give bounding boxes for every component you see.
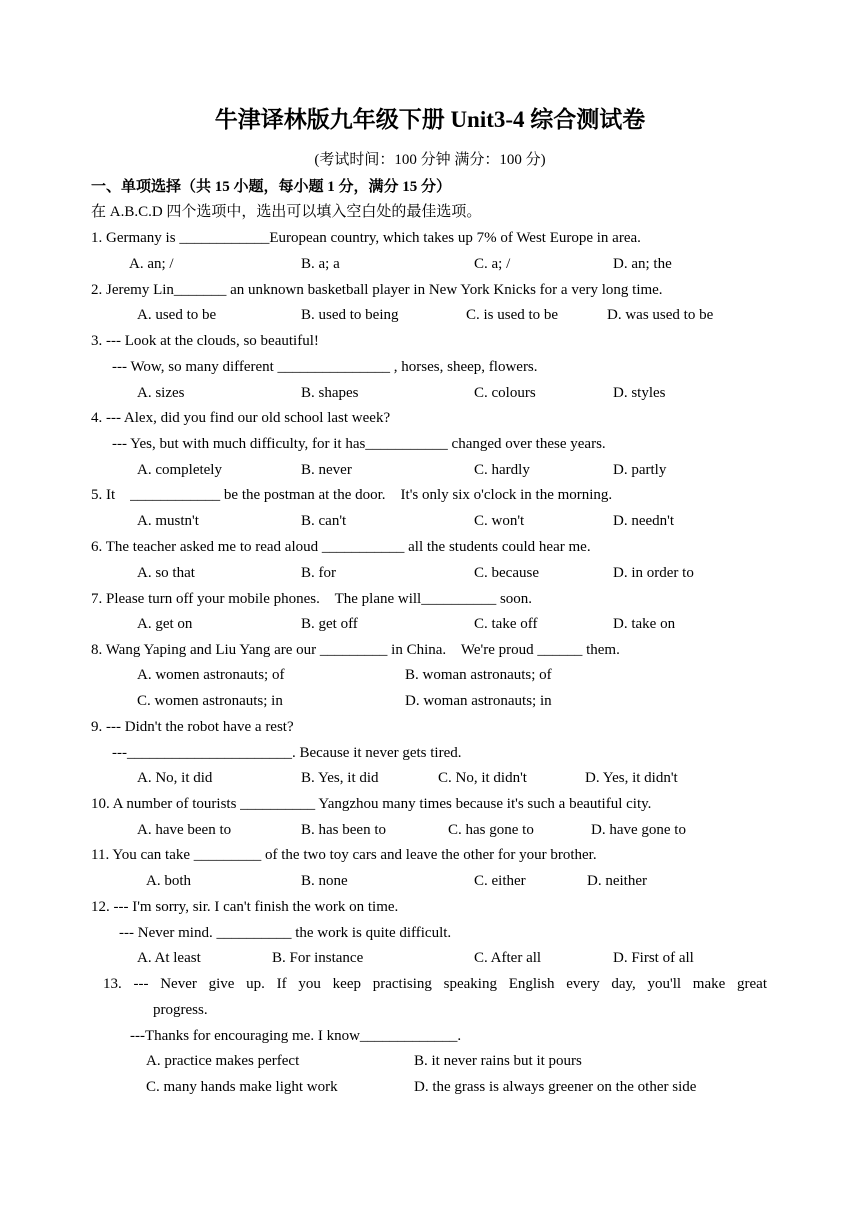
question-2-stem: 2. Jeremy Lin_______ an unknown basketball player in New York Knicks for a very long time. xyxy=(91,282,663,298)
question-6-option-c: C. because xyxy=(474,565,539,581)
question-1-option-b: B. a; a xyxy=(301,256,340,272)
question-3-stem: 3. --- Look at the clouds, so beautiful! xyxy=(91,333,319,349)
question-13-stem-reply: ---Thanks for encouraging me. I know_____________. xyxy=(130,1028,462,1044)
question-9-stem-reply: ---______________________. Because it never gets tired. xyxy=(112,745,462,761)
question-9-option-b: B. Yes, it did xyxy=(301,770,379,786)
question-7-option-b: B. get off xyxy=(301,616,358,632)
question-11-option-a: A. both xyxy=(146,873,191,889)
question-1-option-d: D. an; the xyxy=(613,256,672,272)
question-5-stem: 5. It ____________ be the postman at the door. It's only six o'clock in the morning. xyxy=(91,487,613,503)
question-7-option-d: D. take on xyxy=(613,616,676,632)
question-6-option-d: D. in order to xyxy=(613,565,694,581)
question-5-option-a: A. mustn't xyxy=(137,513,199,529)
question-10-stem: 10. A number of tourists __________ Yangzhou many times because it's such a beautiful city. xyxy=(91,796,652,812)
question-12-stem-reply: --- Never mind. __________ the work is quite difficult. xyxy=(119,925,452,941)
question-1-option-a: A. an; / xyxy=(129,256,174,272)
question-7-option-c: C. take off xyxy=(474,616,538,632)
question-9-option-c: C. No, it didn't xyxy=(438,770,527,786)
question-4-stem: 4. --- Alex, did you find our old school last week? xyxy=(91,410,391,426)
question-1-stem: 1. Germany is ____________European country, which takes up 7% of West Europe in area. xyxy=(91,230,641,246)
question-11-option-b: B. none xyxy=(301,873,348,889)
question-5-option-c: C. won't xyxy=(474,513,525,529)
question-13-stem-continued: progress. xyxy=(153,1002,208,1018)
question-8-option-d: D. woman astronauts; in xyxy=(405,693,552,709)
question-3-option-d: D. styles xyxy=(613,385,666,401)
question-3-option-b: B. shapes xyxy=(301,385,359,401)
question-2-option-b: B. used to being xyxy=(301,307,399,323)
question-7-option-a: A. get on xyxy=(137,616,193,632)
question-5-option-b: B. can't xyxy=(301,513,347,529)
question-5-option-d: D. needn't xyxy=(613,513,675,529)
exam-info: (考试时间：100 分钟 满分：100 分) xyxy=(314,152,546,168)
question-13-option-d: D. the grass is always greener on the other side xyxy=(414,1079,697,1095)
question-9-stem: 9. --- Didn't the robot have a rest? xyxy=(91,719,294,735)
question-3-option-a: A. sizes xyxy=(137,385,185,401)
question-2-option-a: A. used to be xyxy=(137,307,217,323)
question-8-option-c: C. women astronauts; in xyxy=(137,693,283,709)
question-4-option-b: B. never xyxy=(301,462,352,478)
page-title: 牛津译林版九年级下册 Unit3-4 综合测试卷 xyxy=(214,107,646,132)
question-11-option-c: C. either xyxy=(474,873,526,889)
question-2-option-d: D. was used to be xyxy=(607,307,714,323)
question-12-option-d: D. First of all xyxy=(613,950,694,966)
question-8-stem: 8. Wang Yaping and Liu Yang are our _________ in China. We're proud ______ them. xyxy=(91,642,620,658)
question-8-option-b: B. woman astronauts; of xyxy=(405,667,552,683)
question-13-option-b: B. it never rains but it pours xyxy=(414,1053,582,1069)
question-6-option-b: B. for xyxy=(301,565,336,581)
question-13-stem: 13. --- Never give up. If you keep practising speaking English every day, you'll make great xyxy=(103,976,767,992)
question-3-option-c: C. colours xyxy=(474,385,536,401)
question-4-option-c: C. hardly xyxy=(474,462,530,478)
question-4-option-d: D. partly xyxy=(613,462,667,478)
question-9-option-a: A. No, it did xyxy=(137,770,213,786)
question-7-stem: 7. Please turn off your mobile phones. The plane will__________ soon. xyxy=(91,591,533,607)
question-9-option-d: D. Yes, it didn't xyxy=(585,770,678,786)
question-10-option-d: D. have gone to xyxy=(591,822,686,838)
question-1-option-c: C. a; / xyxy=(474,256,511,272)
section-instruction: 在 A.B.C.D 四个选项中，选出可以填入空白处的最佳选项。 xyxy=(91,204,482,220)
question-10-option-c: C. has gone to xyxy=(448,822,534,838)
section-heading: 一、单项选择（共 15 小题，每小题 1 分，满分 15 分） xyxy=(91,179,452,195)
question-4-option-a: A. completely xyxy=(137,462,222,478)
question-13-option-c: C. many hands make light work xyxy=(146,1079,338,1095)
question-6-option-a: A. so that xyxy=(137,565,195,581)
question-12-option-b: B. For instance xyxy=(272,950,364,966)
question-2-option-c: C. is used to be xyxy=(466,307,559,323)
question-11-stem: 11. You can take _________ of the two toy cars and leave the other for your brother. xyxy=(91,847,597,863)
question-10-option-a: A. have been to xyxy=(137,822,232,838)
question-8-option-a: A. women astronauts; of xyxy=(137,667,285,683)
question-4-stem-reply: --- Yes, but with much difficulty, for it has___________ changed over these years. xyxy=(112,436,606,452)
question-10-option-b: B. has been to xyxy=(301,822,386,838)
question-12-option-a: A. At least xyxy=(137,950,201,966)
question-13-option-a: A. practice makes perfect xyxy=(146,1053,300,1069)
question-6-stem: 6. The teacher asked me to read aloud ___________ all the students could hear me. xyxy=(91,539,591,555)
question-3-stem-reply: --- Wow, so many different _______________ , horses, sheep, flowers. xyxy=(112,359,538,375)
question-12-stem: 12. --- I'm sorry, sir. I can't finish the work on time. xyxy=(91,899,399,915)
question-12-option-c: C. After all xyxy=(474,950,542,966)
question-11-option-d: D. neither xyxy=(587,873,647,889)
